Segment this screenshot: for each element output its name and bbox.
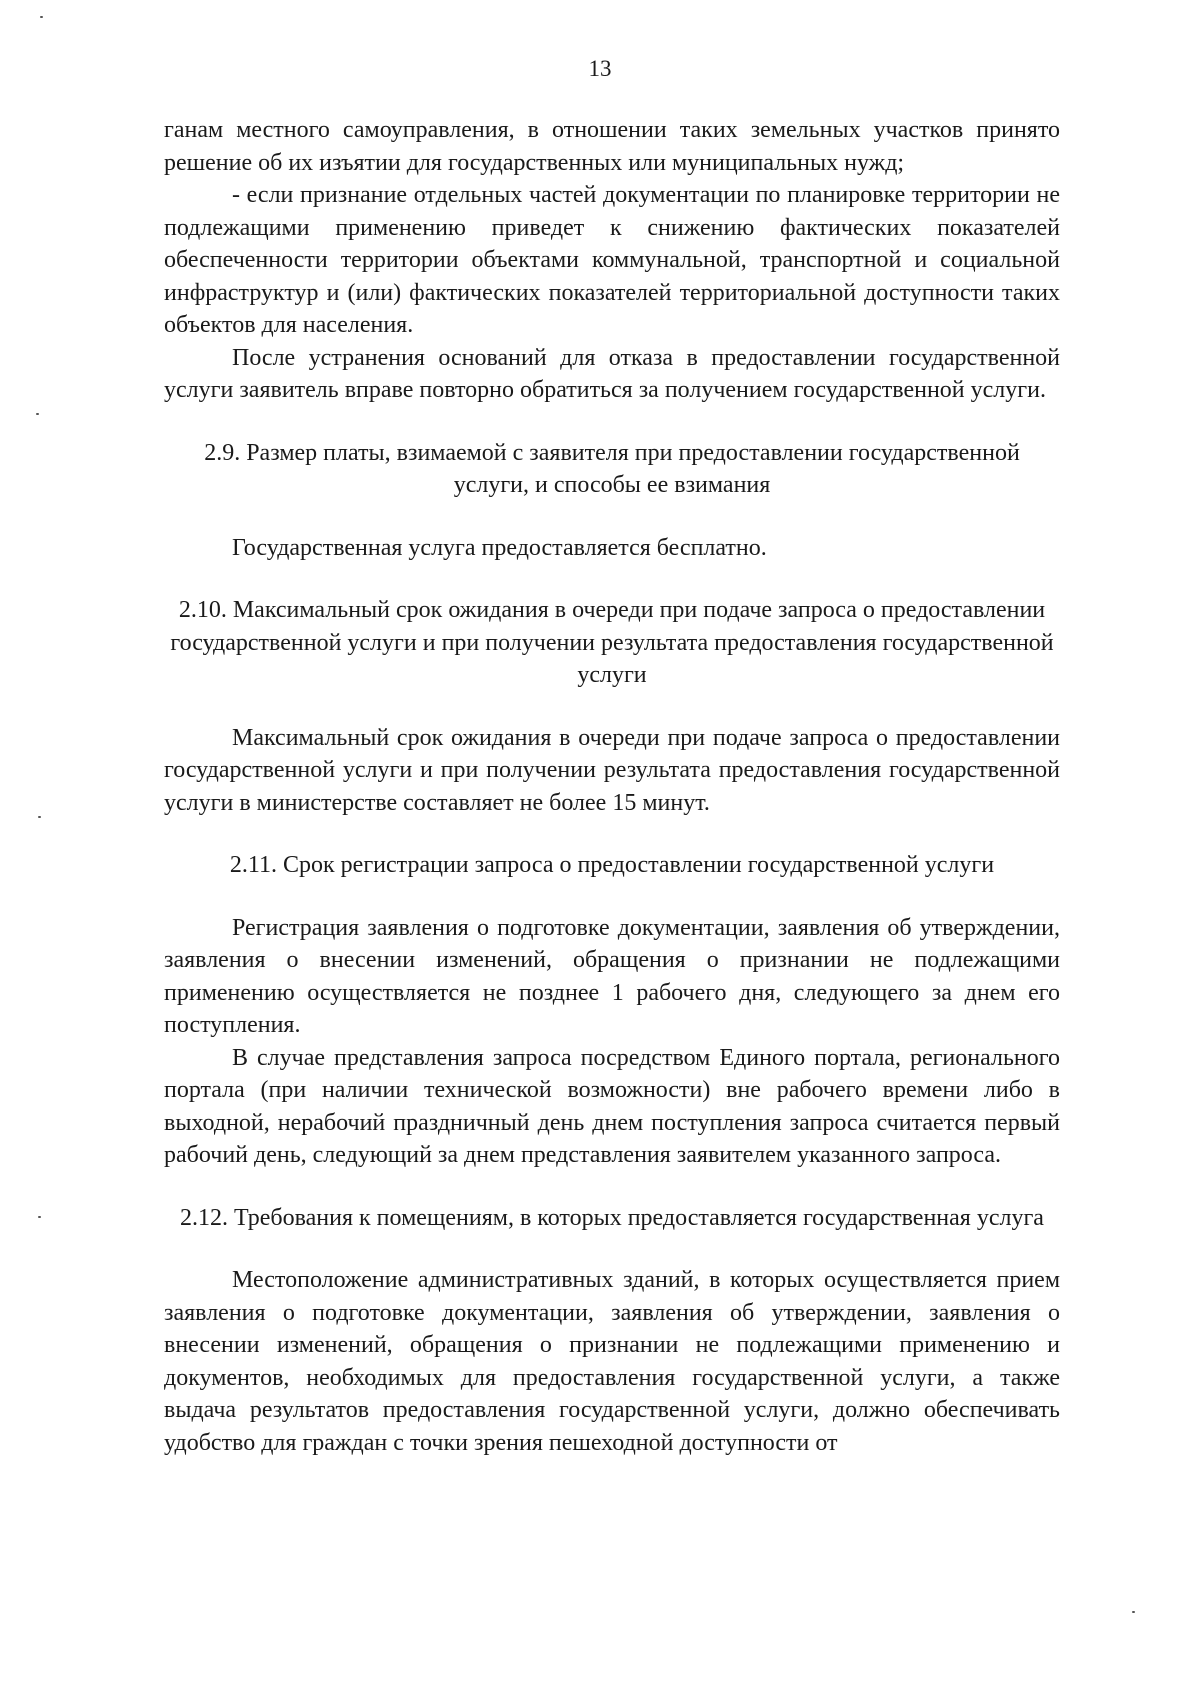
- section-heading-2-9: 2.9. Размер платы, взимаемой с заявителя при предоставлении государственной услуги, и способы ее взимания: [204, 439, 1020, 498]
- paragraph-continuation: ганам местного самоуправления, в отношении таких земельных участков принято решение об их изъятии для государственных или муниципальных нужд;: [164, 117, 1060, 176]
- spacer: [164, 819, 1060, 849]
- paragraph-building-location: Местоположение административных зданий, в которых осуществляется прием заявления о подготовке документации, заявления об утверждении, заявления о внесении изменений, обращения о признании не подлежащими применению и документов, необходимых для предоставления государственной услуги, а также выдача результатов предоставления государственной услуги, должно обеспечивать удобство для граждан с точки зрения пешеходной доступности от: [164, 1267, 1060, 1456]
- scan-speck: [40, 16, 43, 18]
- paragraph-registration: Регистрация заявления о подготовке документации, заявления об утверждении, заявления о внесении изменений, обращения о признании не подлежащими применению осуществляется не позднее 1 рабочего дня, следующего за днем его поступления.: [164, 914, 1060, 1038]
- page-body: [164, 114, 1060, 1459]
- scan-speck: [1132, 1611, 1135, 1613]
- page-number: 13: [588, 56, 612, 81]
- paragraph-queue-time: Максимальный срок ожидания в очереди при подаче запроса о предоставлении государственной услуги и при получении результата предоставления государственной услуги в министерстве составляет не более 15 минут.: [164, 724, 1060, 816]
- section-heading-2-10: 2.10. Максимальный срок ожидания в очереди при подаче запроса о предоставлении государственной услуги и при получении результата предоставления государственной услуги: [170, 597, 1054, 688]
- paragraph-refusal-reason: - если признание отдельных частей документации по планировке территории не подлежащими применению приведет к снижению фактических показателей обеспеченности территории объектами коммунальной, транспортной и социальной инфраструктур и (или) фактических показателей территориальной доступности таких объектов для населения.: [164, 182, 1060, 338]
- spacer: [164, 882, 1060, 912]
- paragraph-reapply: После устранения оснований для отказа в предоставлении государственной услуги заявитель вправе повторно обратиться за получением государственной услуги.: [164, 344, 1060, 403]
- scan-speck: [38, 816, 41, 818]
- spacer: [164, 692, 1060, 722]
- spacer: [164, 407, 1060, 437]
- spacer: [164, 502, 1060, 532]
- spacer: [164, 1234, 1060, 1264]
- spacer: [164, 1172, 1060, 1202]
- paragraph-free-of-charge: Государственная услуга предоставляется бесплатно.: [232, 534, 767, 561]
- spacer: [164, 564, 1060, 594]
- scan-speck: [36, 413, 39, 415]
- paragraph-portal-request: В случае представления запроса посредством Единого портала, регионального портала (при наличии технической возможности) вне рабочего времени либо в выходной, нерабочий праздничный день днем поступления запроса считается первый рабочий день, следующий за днем представления заявителем указанного запроса.: [164, 1044, 1060, 1168]
- scan-speck: [38, 1216, 41, 1218]
- section-heading-2-12: 2.12. Требования к помещениям, в которых предоставляется государственная услуга: [180, 1204, 1044, 1231]
- section-heading-2-11: 2.11. Срок регистрации запроса о предоставлении государственной услуги: [229, 852, 995, 878]
